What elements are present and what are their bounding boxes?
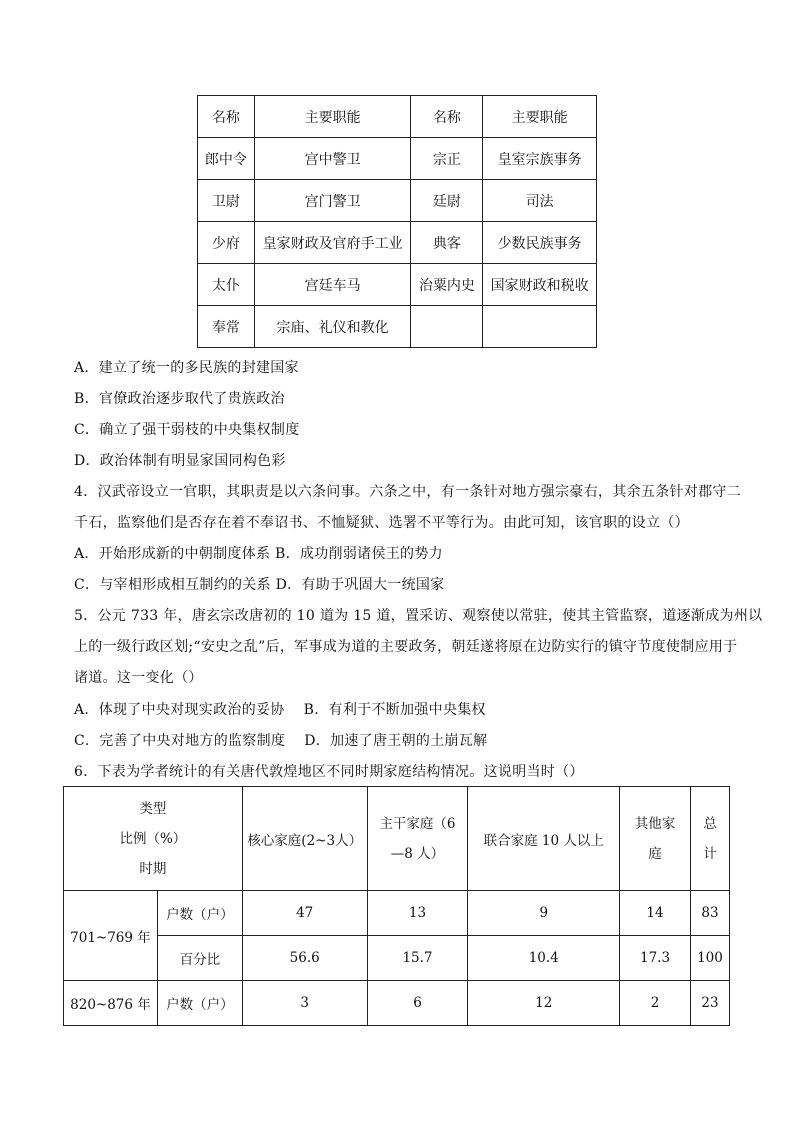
q5-options-cd[interactable]: C．完善了中央对地方的监察制度 D．加速了唐王朝的土崩瓦解 — [74, 733, 488, 749]
q4-stem-line: 千石，监察他们是否存在着不奉诏书、不恤疑狱、选署不平等行为。由此可知，该官职的设立（） — [74, 515, 689, 531]
header-function: 主要职能 — [483, 96, 597, 138]
cell: 23 — [690, 981, 729, 1026]
q3-option-c[interactable]: C．确立了强干弱枝的中央集权制度 — [74, 422, 300, 438]
cell: 太仆 — [198, 264, 255, 306]
cell: 12 — [468, 981, 620, 1026]
cell: 皇家财政及官府手工业 — [254, 222, 411, 264]
cell: 典客 — [411, 222, 483, 264]
q3-option-b[interactable]: B．官僚政治逐步取代了贵族政治 — [74, 391, 285, 407]
cell — [483, 306, 597, 348]
corner-period: 时期 — [139, 860, 167, 877]
cell: 13 — [367, 891, 468, 936]
table-row — [198, 138, 597, 180]
cell: 廷尉 — [411, 180, 483, 222]
cell: 奉常 — [198, 306, 255, 348]
cell: 宗庙、礼仪和教化 — [254, 306, 411, 348]
table-row — [198, 264, 597, 306]
q4-options-ab[interactable]: A．开始形成新的中朝制度体系 B．成功削弱诸侯王的势力 — [74, 546, 443, 562]
cell: 司法 — [483, 180, 597, 222]
cell: 宫中警卫 — [254, 138, 411, 180]
table-header-row — [64, 787, 730, 891]
officials-table — [197, 95, 597, 348]
header-other-family-line: 庭 — [648, 845, 662, 862]
cell: 56.6 — [242, 936, 367, 981]
header-total-line: 计 — [703, 845, 717, 862]
cell: 少府 — [198, 222, 255, 264]
period-cell: 820~876 年 — [64, 981, 158, 1026]
cell: 宫门警卫 — [254, 180, 411, 222]
table-row — [198, 180, 597, 222]
cell: 83 — [690, 891, 729, 936]
cell: 10.4 — [468, 936, 620, 981]
header-other-family — [620, 787, 691, 891]
cell: 14 — [620, 891, 691, 936]
header-main-family-line: —8 人） — [390, 845, 445, 862]
period-cell: 701~769 年 — [64, 891, 158, 981]
header-name: 名称 — [411, 96, 483, 138]
cell: 郎中令 — [198, 138, 255, 180]
cell: 2 — [620, 981, 691, 1026]
cell: 治粟内史 — [411, 264, 483, 306]
cell: 100 — [690, 936, 729, 981]
cell: 宫廷车马 — [254, 264, 411, 306]
q4-options-cd[interactable]: C．与宰相形成相互制约的关系 D．有助于巩固大一统国家 — [74, 577, 445, 593]
row-label: 户数（户） — [157, 981, 242, 1026]
header-other-family-line: 其他家 — [634, 815, 676, 832]
header-main-family — [367, 787, 468, 891]
q5-stem-line: 上的一级行政区划;“安史之乱”后，军事成为道的主要政务，朝廷遂将原在边防实行的镇守节度使制应用于 — [74, 639, 738, 655]
corner-header — [64, 787, 243, 891]
q6-stem: 6．下表为学者统计的有关唐代敦煌地区不同时期家庭结构情况。这说明当时（） — [74, 764, 584, 780]
q3-option-d[interactable]: D．政治体制有明显家国同构色彩 — [74, 453, 286, 469]
header-name: 名称 — [198, 96, 255, 138]
header-function: 主要职能 — [254, 96, 411, 138]
header-core-family: 核心家庭(2~3人） — [242, 787, 367, 891]
row-label: 户数（户） — [157, 891, 242, 936]
cell: 47 — [242, 891, 367, 936]
q5-options-ab[interactable]: A．体现了中央对现实政治的妥协 B．有利于不断加强中央集权 — [74, 702, 486, 718]
cell: 9 — [468, 891, 620, 936]
header-main-family-line: 主干家庭（6 — [379, 815, 456, 832]
cell: 3 — [242, 981, 367, 1026]
header-total — [690, 787, 729, 891]
corner-type: 类型 — [139, 800, 167, 817]
cell: 宗正 — [411, 138, 483, 180]
family-structure-table — [63, 786, 730, 1026]
cell: 15.7 — [367, 936, 468, 981]
row-label: 百分比 — [157, 936, 242, 981]
table-header-row — [198, 96, 597, 138]
table-row — [64, 981, 730, 1026]
header-total-line: 总 — [703, 815, 717, 832]
table-row — [198, 222, 597, 264]
corner-ratio: 比例（%） — [119, 830, 187, 847]
cell: 卫尉 — [198, 180, 255, 222]
cell: 皇室宗族事务 — [483, 138, 597, 180]
cell: 少数民族事务 — [483, 222, 597, 264]
table-row — [198, 306, 597, 348]
q3-option-a[interactable]: A．建立了统一的多民族的封建国家 — [74, 360, 299, 376]
cell: 6 — [367, 981, 468, 1026]
cell — [411, 306, 483, 348]
q5-stem-line: 诸道。这一变化（） — [74, 670, 203, 686]
q4-stem-line: 4．汉武帝设立一官职，其职责是以六条问事。六条之中，有一条针对地方强宗豪右，其余五条针对郡守二 — [74, 484, 742, 500]
cell: 17.3 — [620, 936, 691, 981]
table-row — [64, 936, 730, 981]
q5-stem-line: 5．公元 733 年，唐玄宗改唐初的 10 道为 15 道，置采访、观察使以常驻，使其主管监察，道逐渐成为州以 — [74, 608, 763, 624]
table-row — [64, 891, 730, 936]
cell: 国家财政和税收 — [483, 264, 597, 306]
header-joint-family: 联合家庭 10 人以上 — [468, 787, 620, 891]
